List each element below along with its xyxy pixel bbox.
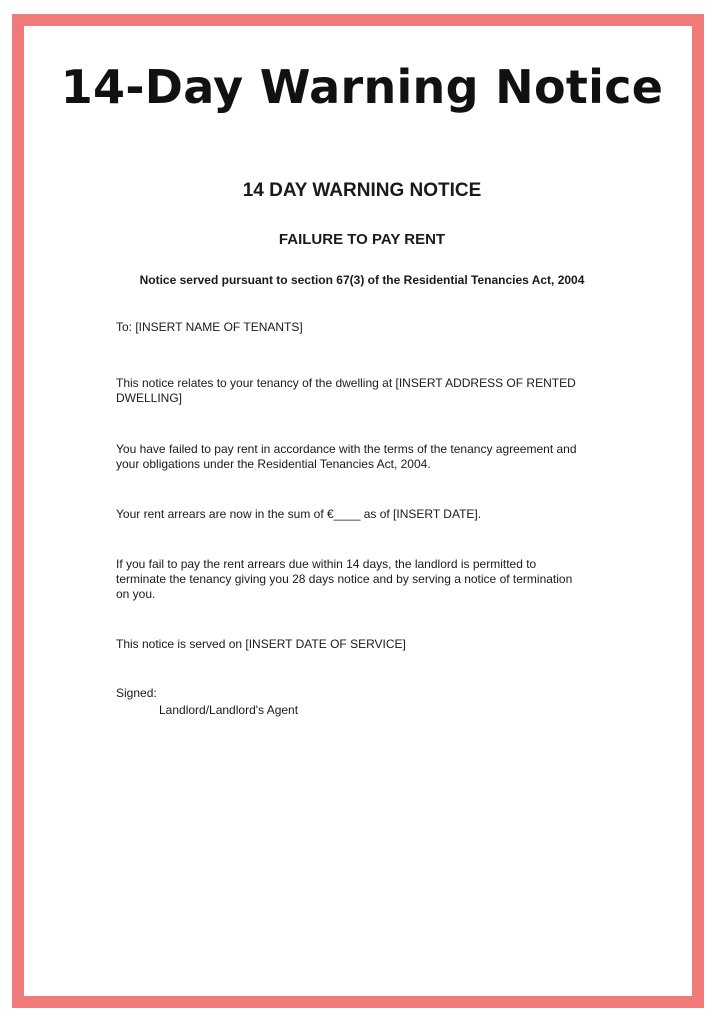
statute-line: Notice served pursuant to section 67(3) of the Residential Tenancies Act, 2004 [139, 273, 585, 287]
document-subheading: FAILURE TO PAY RENT [278, 231, 446, 248]
document-heading: 14 DAY WARNING NOTICE [242, 180, 482, 201]
dwelling-paragraph: This notice relates to your tenancy of the dwelling at [INSERT ADDRESS OF RENTED DWELLING] [116, 376, 576, 405]
arrears-paragraph: Your rent arrears are now in the sum of €____ as of [INSERT DATE]. [116, 507, 482, 521]
service-date-paragraph: This notice is served on [INSERT DATE OF SERVICE] [116, 637, 406, 651]
signatory-label: Landlord/Landlord's Agent [159, 703, 299, 717]
failure-paragraph: You have failed to pay rent in accordance with the terms of the tenancy agreement and your obligations under the Residential Tenancies Act, 2004. [116, 442, 577, 471]
signed-label: Signed: [116, 686, 157, 700]
page-title: 14-Day Warning Notice [60, 60, 664, 114]
termination-paragraph: If you fail to pay the rent arrears due within 14 days, the landlord is permitted to terminate the tenancy giving you 28 days notice and by serving a notice of termination on you. [116, 557, 573, 601]
recipient-line: To: [INSERT NAME OF TENANTS] [116, 320, 303, 334]
